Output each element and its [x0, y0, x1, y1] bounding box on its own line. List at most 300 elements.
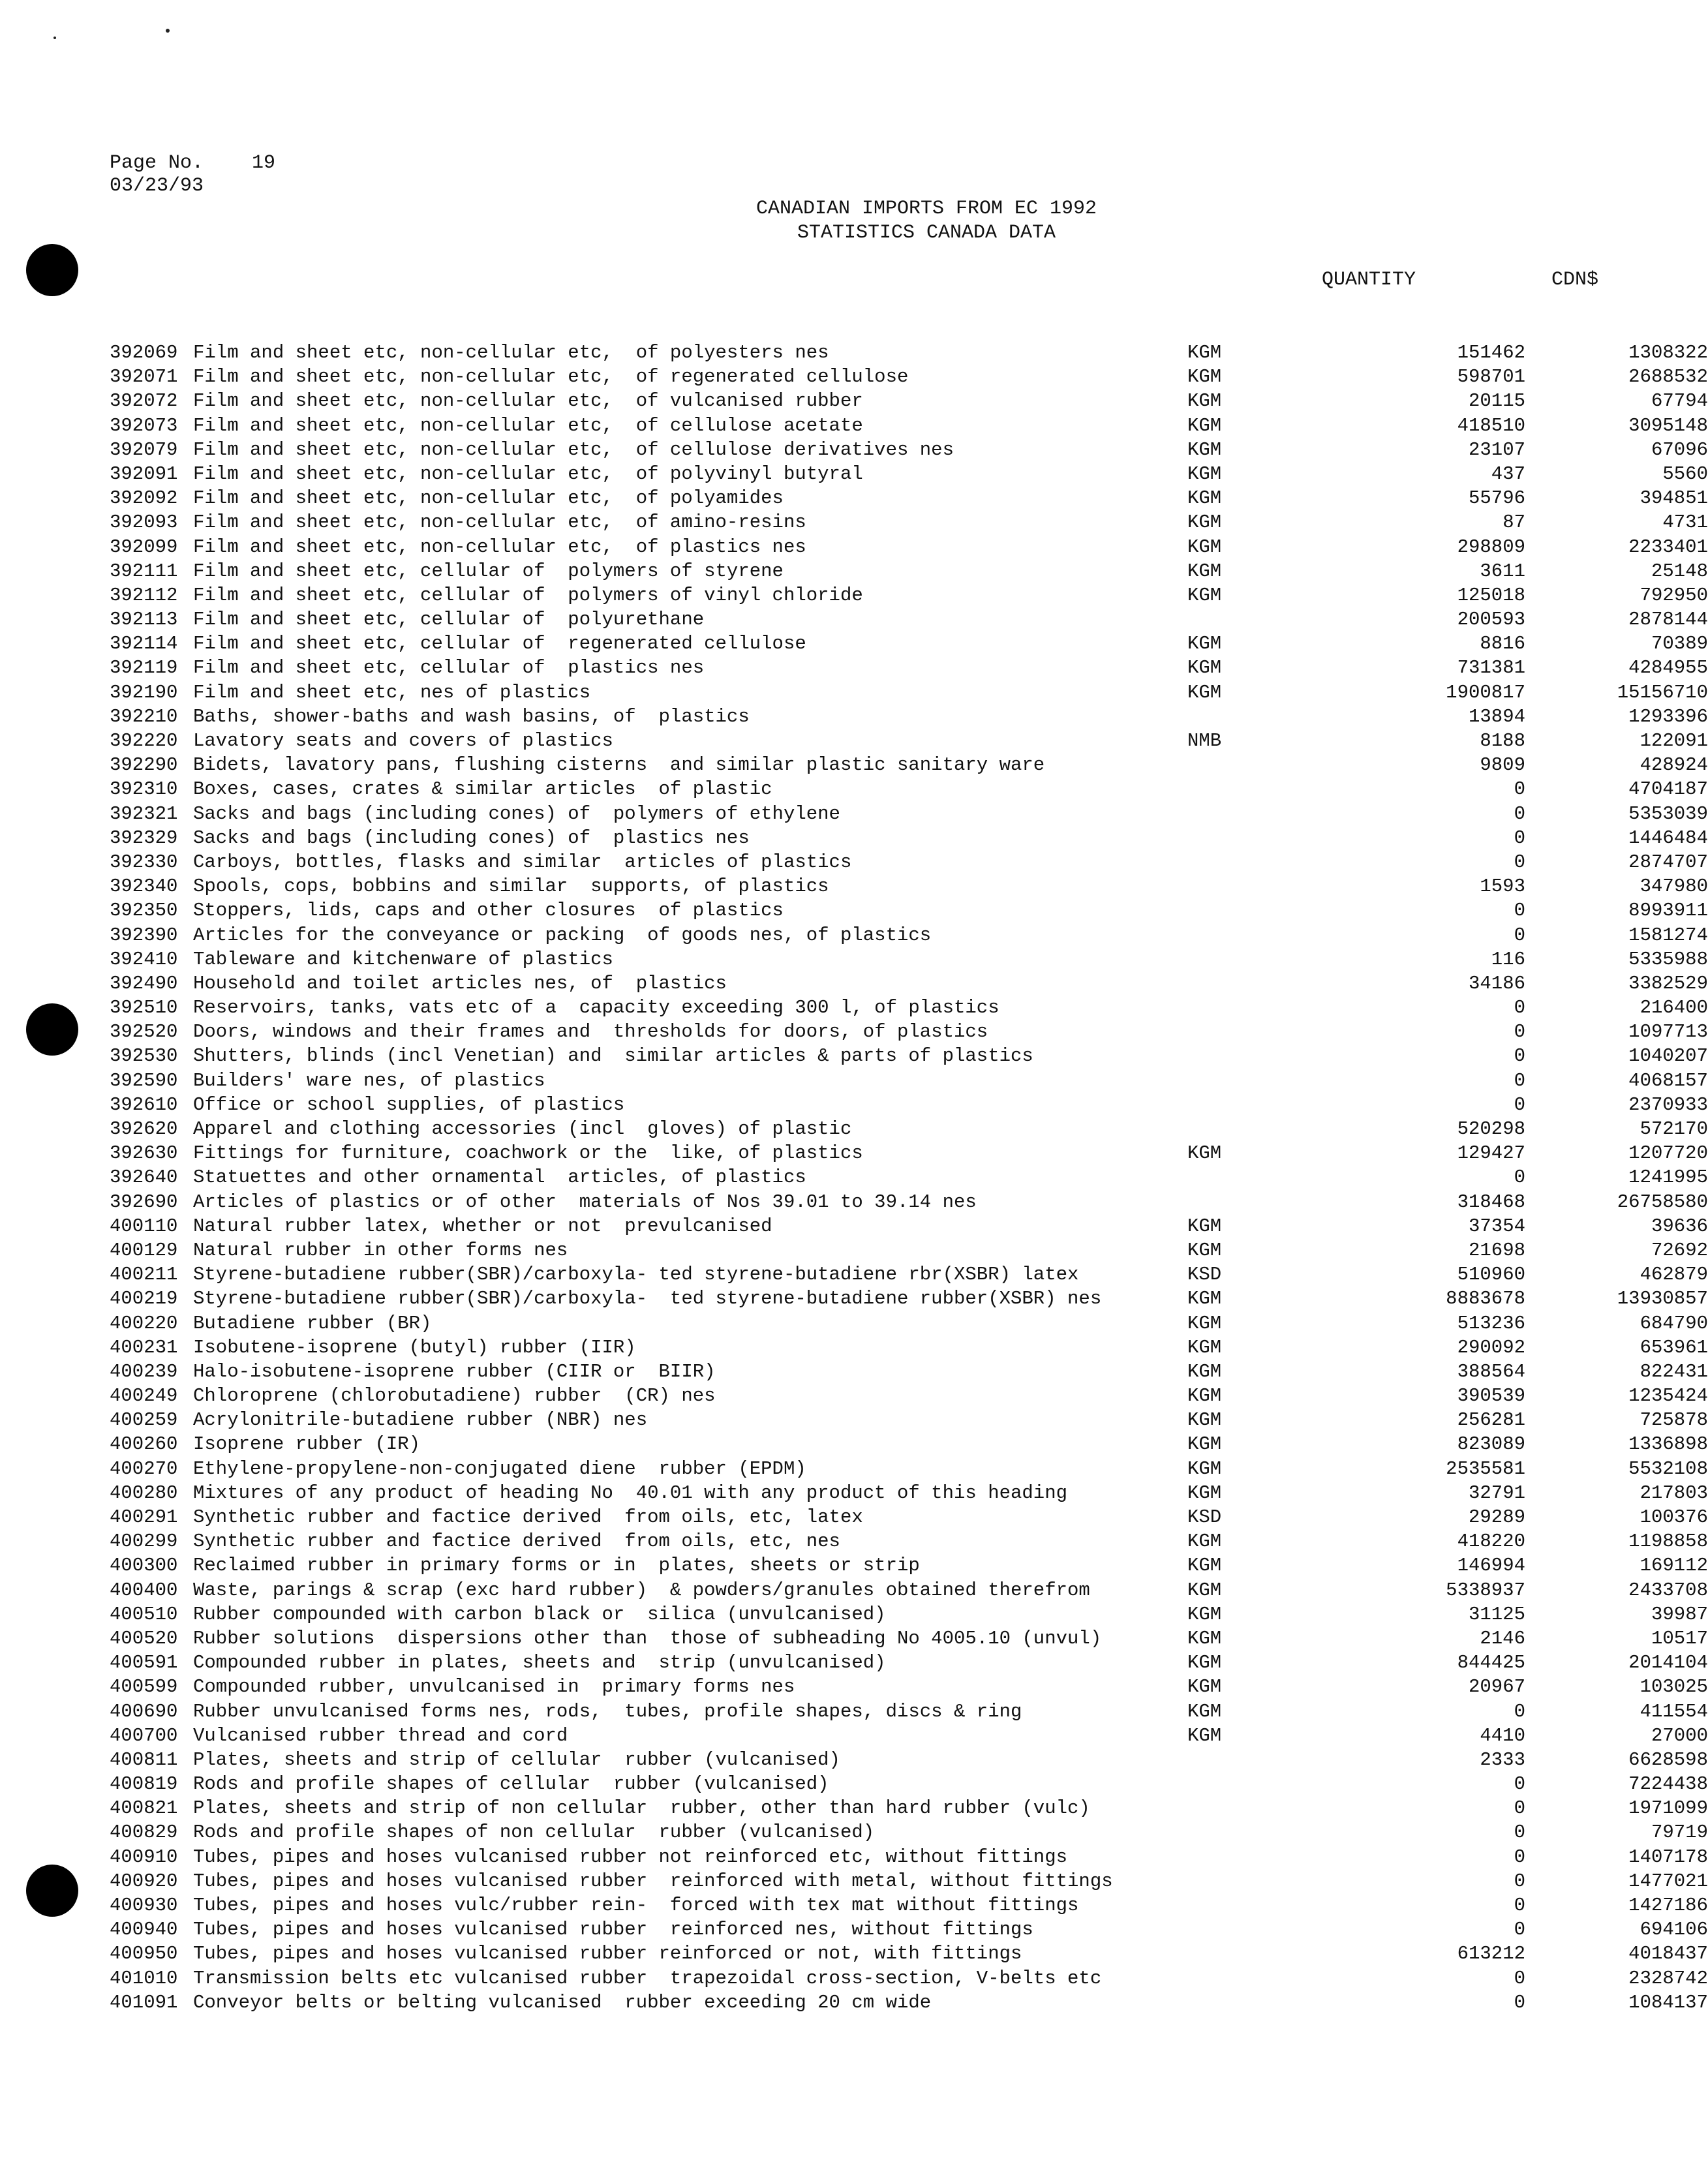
cdn-dollar-value: 653961 [1639, 1336, 1708, 1358]
cdn-dollar-value: 13930857 [1617, 1288, 1708, 1310]
unit-of-measure: KGM [1187, 1336, 1222, 1358]
unit-of-measure: KGM [1187, 1700, 1222, 1722]
table-row [110, 656, 1708, 680]
table-row [110, 1651, 1708, 1675]
table-row [110, 1772, 1708, 1796]
table-row [110, 1917, 1708, 1942]
unit-of-measure: KGM [1187, 1579, 1222, 1601]
quantity-value: 1900817 [1446, 681, 1525, 703]
quantity-value: 418220 [1457, 1531, 1525, 1553]
column-header-value: CDN$ [1551, 269, 1598, 291]
unit-of-measure: KGM [1187, 1433, 1222, 1455]
commodity-code: 400219 [110, 1288, 178, 1310]
commodity-code: 400520 [110, 1627, 178, 1649]
quantity-value: 437 [1491, 463, 1525, 485]
table-row [110, 1966, 1708, 1990]
unit-of-measure: KGM [1187, 511, 1222, 534]
commodity-description: Stoppers, lids, caps and other closures of plastics [193, 900, 784, 922]
report-title: CANADIAN IMPORTS FROM EC 1992 [755, 198, 1097, 220]
table-row [110, 680, 1708, 705]
commodity-description: Baths, shower-baths and wash basins, of plastics [193, 705, 750, 727]
table-row [110, 583, 1708, 607]
commodity-code: 400299 [110, 1531, 178, 1553]
unit-of-measure: KGM [1187, 1555, 1222, 1577]
cdn-dollar-value: 2874707 [1628, 851, 1708, 873]
unit-of-measure: KGM [1187, 633, 1222, 655]
cdn-dollar-value: 1407178 [1628, 1846, 1708, 1868]
commodity-code: 392350 [110, 900, 178, 922]
cdn-dollar-value: 2878144 [1628, 609, 1708, 631]
unit-of-measure: KGM [1187, 1215, 1222, 1237]
commodity-code: 400940 [110, 1919, 178, 1941]
cdn-dollar-value: 4704187 [1628, 778, 1708, 800]
commodity-code: 392092 [110, 487, 178, 510]
quantity-value: 0 [1514, 1021, 1525, 1043]
commodity-description: Synthetic rubber and factice derived from oils, etc, latex [193, 1506, 863, 1528]
commodity-code: 400291 [110, 1506, 178, 1528]
quantity-value: 129427 [1457, 1142, 1525, 1165]
commodity-code: 392510 [110, 997, 178, 1019]
quantity-value: 844425 [1457, 1652, 1525, 1674]
table-row [110, 971, 1708, 996]
unit-of-measure: KGM [1187, 1482, 1222, 1504]
cdn-dollar-value: 822431 [1639, 1360, 1708, 1382]
quantity-value: 0 [1514, 1700, 1525, 1722]
quantity-value: 390539 [1457, 1385, 1525, 1407]
quantity-value: 0 [1514, 900, 1525, 922]
table-row [110, 705, 1708, 729]
commodity-description: Film and sheet etc, non-cellular etc, of cellulose derivatives nes [193, 438, 954, 461]
commodity-description: Tableware and kitchenware of plastics [193, 948, 613, 970]
quantity-value: 513236 [1457, 1312, 1525, 1334]
commodity-description: Isobutene-isoprene (butyl) rubber (IIR) [193, 1336, 636, 1358]
commodity-description: Film and sheet etc, nes of plastics [193, 681, 591, 703]
table-row [110, 1820, 1708, 1844]
commodity-code: 392091 [110, 463, 178, 485]
commodity-code: 400259 [110, 1409, 178, 1431]
cdn-dollar-value: 4068157 [1628, 1069, 1708, 1091]
table-row [110, 1190, 1708, 1214]
table-row [110, 486, 1708, 510]
table-row [110, 874, 1708, 898]
commodity-code: 400690 [110, 1700, 178, 1722]
commodity-description: Shutters, blinds (incl Venetian) and similar articles & parts of plastics [193, 1045, 1033, 1067]
table-row [110, 1869, 1708, 1893]
cdn-dollar-value: 2014104 [1628, 1652, 1708, 1674]
unit-of-measure: KGM [1187, 342, 1222, 363]
commodity-description: Butadiene rubber (BR) [193, 1312, 432, 1334]
commodity-description: Statuettes and other ornamental articles, of plastics [193, 1166, 806, 1189]
commodity-description: Film and sheet etc, non-cellular etc, of plastics nes [193, 536, 806, 558]
quantity-value: 125018 [1457, 584, 1525, 606]
unit-of-measure: KGM [1187, 438, 1222, 461]
cdn-dollar-value: 1241995 [1628, 1166, 1708, 1189]
commodity-description: Mixtures of any product of heading No 40.01 with any product of this heading [193, 1482, 1068, 1504]
commodity-code: 400220 [110, 1312, 178, 1334]
table-row [110, 1457, 1708, 1481]
quantity-value: 290092 [1457, 1336, 1525, 1358]
commodity-code: 392071 [110, 366, 178, 388]
quantity-value: 9809 [1480, 754, 1525, 776]
quantity-value: 2535581 [1446, 1457, 1525, 1480]
quantity-value: 0 [1514, 997, 1525, 1019]
quantity-value: 318468 [1457, 1191, 1525, 1213]
quantity-value: 8188 [1480, 730, 1525, 752]
table-row [110, 1165, 1708, 1189]
unit-of-measure: KGM [1187, 681, 1222, 703]
commodity-code: 392640 [110, 1166, 178, 1189]
quantity-value: 418510 [1457, 414, 1525, 436]
commodity-description: Compounded rubber in plates, sheets and strip (unvulcanised) [193, 1652, 886, 1674]
cdn-dollar-value: 2233401 [1628, 536, 1708, 558]
commodity-code: 392530 [110, 1045, 178, 1067]
table-row [110, 1384, 1708, 1408]
cdn-dollar-value: 572170 [1639, 1118, 1708, 1140]
quantity-value: 37354 [1468, 1215, 1525, 1237]
unit-of-measure: KGM [1187, 1627, 1222, 1649]
commodity-description: Conveyor belts or belting vulcanised rubber exceeding 20 cm wide [193, 1991, 932, 2013]
cdn-dollar-value: 15156710 [1617, 681, 1708, 703]
cdn-dollar-value: 26758580 [1617, 1191, 1708, 1213]
quantity-value: 0 [1514, 1797, 1525, 1820]
cdn-dollar-value: 67794 [1651, 390, 1708, 412]
commodity-description: Sacks and bags (including cones) of plastics nes [193, 827, 750, 849]
quantity-value: 55796 [1468, 487, 1525, 510]
quantity-value: 5338937 [1446, 1579, 1525, 1601]
cdn-dollar-value: 1971099 [1628, 1797, 1708, 1820]
cdn-dollar-value: 6628598 [1628, 1748, 1708, 1771]
commodity-code: 400910 [110, 1846, 178, 1868]
cdn-dollar-value: 217803 [1639, 1482, 1708, 1504]
unit-of-measure: KGM [1187, 584, 1222, 606]
commodity-code: 392630 [110, 1142, 178, 1165]
table-row [110, 510, 1708, 534]
quantity-value: 256281 [1457, 1409, 1525, 1431]
commodity-description: Apparel and clothing accessories (incl gloves) of plastic [193, 1118, 852, 1140]
commodity-description: Plates, sheets and strip of non cellular rubber, other than hard rubber (vulc) [193, 1797, 1090, 1820]
commodity-code: 392111 [110, 560, 178, 582]
table-row [110, 729, 1708, 753]
commodity-description: Household and toilet articles nes, of plastics [193, 972, 727, 994]
cdn-dollar-value: 5560 [1662, 463, 1708, 485]
unit-of-measure: KGM [1187, 1239, 1222, 1261]
cdn-dollar-value: 4731 [1662, 511, 1708, 534]
quantity-value: 20115 [1468, 390, 1525, 412]
commodity-description: Fittings for furniture, coachwork or the like, of plastics [193, 1142, 863, 1165]
quantity-value: 32791 [1468, 1482, 1525, 1504]
scan-speck [53, 37, 56, 39]
cdn-dollar-value: 39636 [1651, 1215, 1708, 1237]
scan-speck [166, 29, 170, 33]
quantity-value: 0 [1514, 827, 1525, 849]
commodity-code: 392119 [110, 657, 178, 679]
commodity-description: Ethylene-propylene-non-conjugated diene rubber (EPDM) [193, 1457, 806, 1480]
commodity-description: Natural rubber in other forms nes [193, 1239, 568, 1261]
table-row [110, 802, 1708, 826]
commodity-description: Film and sheet etc, non-cellular etc, of regenerated cellulose [193, 366, 909, 388]
table-row [110, 438, 1708, 462]
commodity-code: 392093 [110, 511, 178, 534]
page-label: Page No. [110, 152, 204, 174]
cdn-dollar-value: 1207720 [1628, 1142, 1708, 1165]
cdn-dollar-value: 72692 [1651, 1239, 1708, 1261]
table-row [110, 1238, 1708, 1262]
report-date: 03/23/93 [110, 175, 204, 197]
cdn-dollar-value: 428924 [1639, 754, 1708, 776]
table-row [110, 1020, 1708, 1044]
commodity-code: 392114 [110, 633, 178, 655]
table-row [110, 1578, 1708, 1602]
table-row [110, 414, 1708, 438]
commodity-code: 400930 [110, 1895, 178, 1916]
table-row [110, 1408, 1708, 1432]
quantity-value: 0 [1514, 802, 1525, 825]
commodity-code: 400950 [110, 1943, 178, 1965]
cdn-dollar-value: 2370933 [1628, 1093, 1708, 1116]
commodity-description: Film and sheet etc, cellular of plastics nes [193, 657, 705, 679]
cdn-dollar-value: 2688532 [1628, 366, 1708, 388]
table-row [110, 826, 1708, 850]
commodity-description: Articles of plastics or of other materials of Nos 39.01 to 39.14 nes [193, 1191, 977, 1213]
commodity-code: 392099 [110, 536, 178, 558]
commodity-description: Natural rubber latex, whether or not prevulcanised [193, 1215, 772, 1237]
quantity-value: 4410 [1480, 1724, 1525, 1746]
commodity-description: Film and sheet etc, cellular of polymers of vinyl chloride [193, 584, 863, 606]
commodity-code: 392330 [110, 851, 178, 873]
table-row [110, 1602, 1708, 1626]
cdn-dollar-value: 792950 [1639, 584, 1708, 606]
table-row [110, 462, 1708, 486]
cdn-dollar-value: 70389 [1651, 633, 1708, 655]
commodity-code: 400270 [110, 1457, 178, 1480]
commodity-code: 400129 [110, 1239, 178, 1261]
table-row [110, 559, 1708, 583]
quantity-value: 20967 [1468, 1676, 1525, 1698]
commodity-code: 392329 [110, 827, 178, 849]
table-row [110, 850, 1708, 874]
table-row [110, 1117, 1708, 1141]
cdn-dollar-value: 462879 [1639, 1264, 1708, 1286]
commodity-code: 400211 [110, 1264, 178, 1286]
quantity-value: 1593 [1480, 876, 1525, 898]
table-row [110, 898, 1708, 922]
commodity-code: 400819 [110, 1773, 178, 1795]
table-row [110, 1360, 1708, 1384]
binder-hole-top [26, 244, 78, 296]
commodity-description: Tubes, pipes and hoses vulcanised rubber reinforced or not, with fittings [193, 1943, 1022, 1965]
commodity-description: Transmission belts etc vulcanised rubber trapezoidal cross-section, V-belts etc [193, 1967, 1102, 1989]
commodity-description: Film and sheet etc, non-cellular etc, of vulcanised rubber [193, 390, 863, 412]
table-row [110, 365, 1708, 389]
cdn-dollar-value: 4018437 [1628, 1943, 1708, 1965]
commodity-code: 392410 [110, 948, 178, 970]
commodity-code: 392072 [110, 390, 178, 412]
cdn-dollar-value: 4284955 [1628, 657, 1708, 679]
commodity-code: 392073 [110, 414, 178, 436]
commodity-description: Film and sheet etc, cellular of polymers of styrene [193, 560, 784, 582]
cdn-dollar-value: 1308322 [1628, 342, 1708, 363]
commodity-description: Reservoirs, tanks, vats etc of a capacity exceeding 300 l, of plastics [193, 997, 999, 1019]
commodity-description: Boxes, cases, crates & similar articles of plastic [193, 778, 772, 800]
commodity-description: Lavatory seats and covers of plastics [193, 730, 613, 752]
cdn-dollar-value: 39987 [1651, 1603, 1708, 1625]
commodity-description: Articles for the conveyance or packing of goods nes, of plastics [193, 924, 932, 946]
cdn-dollar-value: 1235424 [1628, 1385, 1708, 1407]
commodity-code: 400260 [110, 1433, 178, 1455]
commodity-code: 392390 [110, 924, 178, 946]
unit-of-measure: KGM [1187, 1457, 1222, 1480]
commodity-description: Compounded rubber, unvulcanised in primary forms nes [193, 1676, 795, 1698]
unit-of-measure: KGM [1187, 1360, 1222, 1382]
quantity-value: 21698 [1468, 1239, 1525, 1261]
commodity-code: 392340 [110, 876, 178, 898]
quantity-value: 731381 [1457, 657, 1525, 679]
quantity-value: 298809 [1457, 536, 1525, 558]
commodity-code: 401091 [110, 1991, 178, 2013]
cdn-dollar-value: 122091 [1639, 730, 1708, 752]
commodity-code: 392220 [110, 730, 178, 752]
commodity-code: 392290 [110, 754, 178, 776]
table-row [110, 341, 1708, 365]
quantity-value: 0 [1514, 1093, 1525, 1116]
commodity-code: 392490 [110, 972, 178, 994]
table-row [110, 535, 1708, 559]
table-row [110, 1214, 1708, 1238]
commodity-code: 392610 [110, 1093, 178, 1116]
quantity-value: 613212 [1457, 1943, 1525, 1965]
table-row [110, 1481, 1708, 1505]
quantity-value: 8883678 [1446, 1288, 1525, 1310]
quantity-value: 598701 [1457, 366, 1525, 388]
quantity-value: 0 [1514, 924, 1525, 946]
cdn-dollar-value: 725878 [1639, 1409, 1708, 1431]
table-row [110, 1553, 1708, 1577]
commodity-description: Doors, windows and their frames and thresholds for doors, of plastics [193, 1021, 988, 1043]
binder-hole-bottom [26, 1865, 78, 1917]
quantity-value: 0 [1514, 1991, 1525, 2013]
table-row [110, 1990, 1708, 2015]
unit-of-measure: KGM [1187, 1724, 1222, 1746]
table-row [110, 1845, 1708, 1869]
cdn-dollar-value: 1477021 [1628, 1870, 1708, 1892]
quantity-value: 0 [1514, 778, 1525, 800]
quantity-value: 0 [1514, 1069, 1525, 1091]
table-row [110, 1529, 1708, 1553]
cdn-dollar-value: 1446484 [1628, 827, 1708, 849]
import-table [110, 341, 1708, 2015]
commodity-code: 400700 [110, 1724, 178, 1746]
quantity-value: 13894 [1468, 705, 1525, 727]
quantity-value: 0 [1514, 1773, 1525, 1795]
cdn-dollar-value: 684790 [1639, 1312, 1708, 1334]
quantity-value: 520298 [1457, 1118, 1525, 1140]
commodity-code: 392321 [110, 802, 178, 825]
commodity-description: Film and sheet etc, non-cellular etc, of polyamides [193, 487, 784, 510]
quantity-value: 0 [1514, 851, 1525, 873]
commodity-code: 392210 [110, 705, 178, 727]
commodity-code: 400811 [110, 1748, 178, 1771]
unit-of-measure: KGM [1187, 1531, 1222, 1553]
quantity-value: 31125 [1468, 1603, 1525, 1625]
commodity-code: 392069 [110, 342, 178, 363]
cdn-dollar-value: 7224438 [1628, 1773, 1708, 1795]
commodity-description: Tubes, pipes and hoses vulc/rubber rein- forced with tex mat without fittings [193, 1895, 1079, 1916]
commodity-description: Rubber solutions dispersions other than those of subheading No 4005.10 (unvul) [193, 1627, 1102, 1649]
cdn-dollar-value: 1084137 [1628, 1991, 1708, 2013]
quantity-value: 510960 [1457, 1264, 1525, 1286]
commodity-description: Rods and profile shapes of cellular rubber (vulcanised) [193, 1773, 829, 1795]
table-row [110, 753, 1708, 777]
commodity-code: 400239 [110, 1360, 178, 1382]
cdn-dollar-value: 8993911 [1628, 900, 1708, 922]
table-row [110, 923, 1708, 947]
commodity-description: Styrene-butadiene rubber(SBR)/carboxyla- ted styrene-butadiene rbr(XSBR) latex [193, 1264, 1079, 1286]
unit-of-measure: KGM [1187, 1409, 1222, 1431]
commodity-description: Isoprene rubber (IR) [193, 1433, 421, 1455]
quantity-value: 2146 [1480, 1627, 1525, 1649]
unit-of-measure: KSD [1187, 1506, 1222, 1528]
table-row [110, 1335, 1708, 1360]
cdn-dollar-value: 79719 [1651, 1821, 1708, 1844]
quantity-value: 8816 [1480, 633, 1525, 655]
commodity-description: Waste, parings & scrap (exc hard rubber) & powders/granules obtained therefrom [193, 1579, 1090, 1601]
commodity-code: 392590 [110, 1069, 178, 1091]
table-row [110, 1724, 1708, 1748]
commodity-description: Film and sheet etc, cellular of polyurethane [193, 609, 705, 631]
cdn-dollar-value: 169112 [1639, 1555, 1708, 1577]
commodity-description: Tubes, pipes and hoses vulcanised rubber reinforced nes, without fittings [193, 1919, 1033, 1941]
table-row [110, 777, 1708, 801]
commodity-description: Rubber unvulcanised forms nes, rods, tubes, profile shapes, discs & ring [193, 1700, 1022, 1722]
quantity-value: 0 [1514, 1166, 1525, 1189]
cdn-dollar-value: 216400 [1639, 997, 1708, 1019]
quantity-value: 34186 [1468, 972, 1525, 994]
commodity-code: 392620 [110, 1118, 178, 1140]
table-row [110, 1796, 1708, 1820]
commodity-code: 400280 [110, 1482, 178, 1504]
table-row [110, 1505, 1708, 1529]
table-row [110, 1626, 1708, 1651]
commodity-code: 400400 [110, 1579, 178, 1601]
unit-of-measure: KGM [1187, 1676, 1222, 1698]
commodity-description: Vulcanised rubber thread and cord [193, 1724, 568, 1746]
cdn-dollar-value: 100376 [1639, 1506, 1708, 1528]
commodity-description: Bidets, lavatory pans, flushing cisterns and similar plastic sanitary ware [193, 754, 1045, 776]
cdn-dollar-value: 5532108 [1628, 1457, 1708, 1480]
unit-of-measure: KGM [1187, 463, 1222, 485]
unit-of-measure: KSD [1187, 1264, 1222, 1286]
unit-of-measure: KGM [1187, 1288, 1222, 1310]
quantity-value: 0 [1514, 1821, 1525, 1844]
table-row [110, 389, 1708, 413]
unit-of-measure: KGM [1187, 487, 1222, 510]
table-row [110, 1748, 1708, 1772]
table-row [110, 1942, 1708, 1966]
cdn-dollar-value: 5353039 [1628, 802, 1708, 825]
commodity-code: 400300 [110, 1555, 178, 1577]
cdn-dollar-value: 1040207 [1628, 1045, 1708, 1067]
commodity-code: 400249 [110, 1385, 178, 1407]
cdn-dollar-value: 1097713 [1628, 1021, 1708, 1043]
unit-of-measure: KGM [1187, 1142, 1222, 1165]
commodity-code: 392079 [110, 438, 178, 461]
cdn-dollar-value: 3095148 [1628, 414, 1708, 436]
unit-of-measure: KGM [1187, 560, 1222, 582]
commodity-description: Film and sheet etc, cellular of regenerated cellulose [193, 633, 806, 655]
commodity-code: 392112 [110, 584, 178, 606]
commodity-description: Tubes, pipes and hoses vulcanised rubber not reinforced etc, without fittings [193, 1846, 1068, 1868]
cdn-dollar-value: 1293396 [1628, 705, 1708, 727]
